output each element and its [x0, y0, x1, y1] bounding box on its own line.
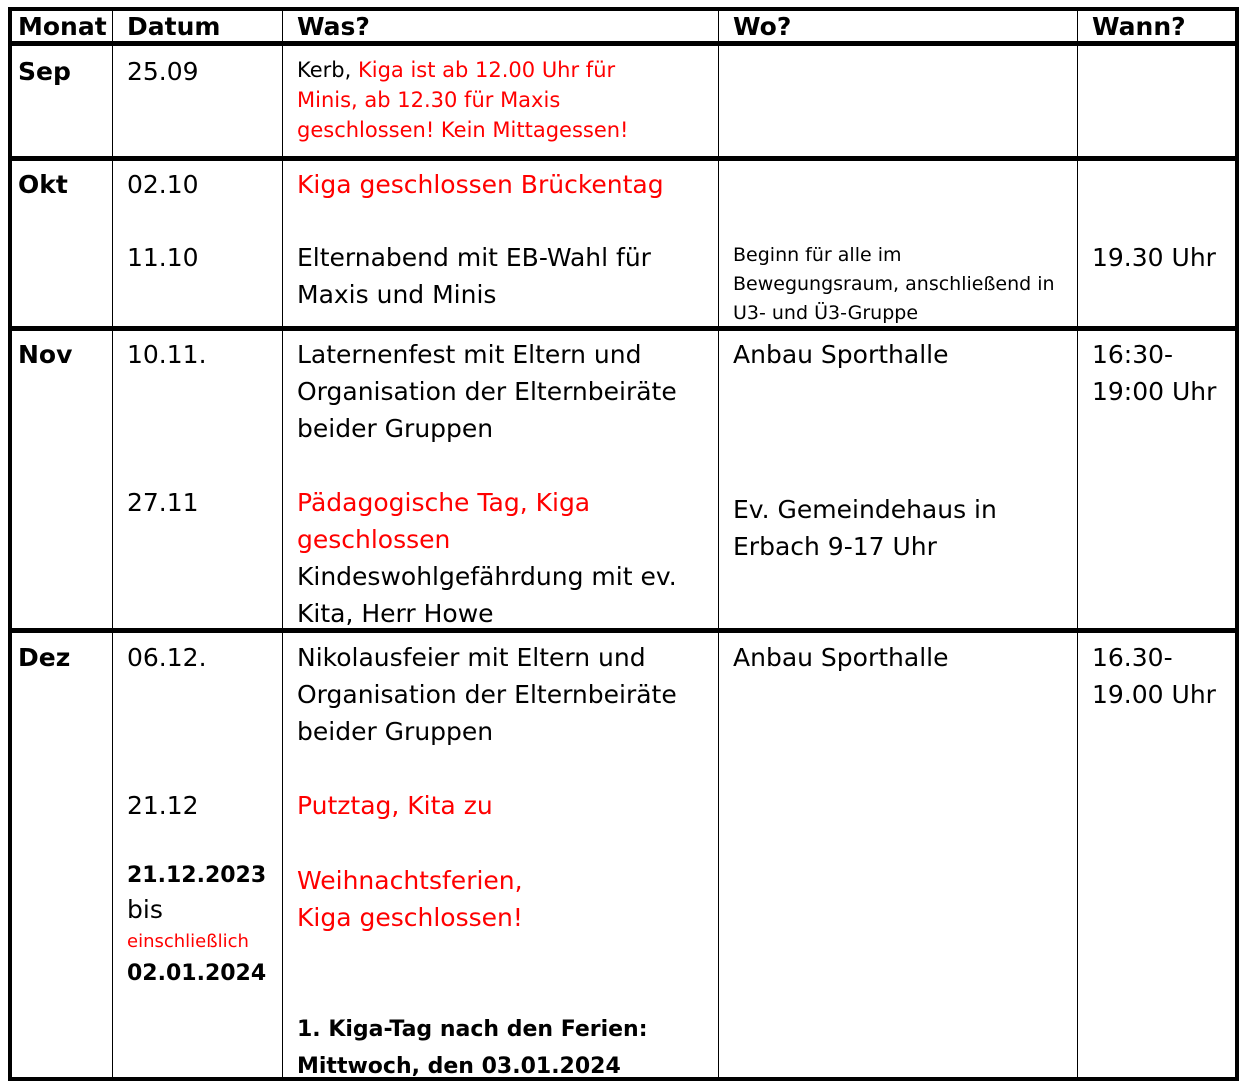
col-divider-1 [112, 11, 113, 1077]
dez-date-3-l4: 02.01.2024 [127, 961, 267, 986]
nov-when-1-l2: 19:00 Uhr [1092, 377, 1217, 406]
nov-what-2-l3: Kindeswohlgefährdung mit ev. [297, 562, 677, 591]
dez-what-1 [297, 639, 677, 750]
nov-what-2 [297, 484, 677, 632]
dez-date-3-l1: 21.12.2023 [127, 863, 267, 888]
nov-what-2-l2: geschlossen [297, 525, 451, 554]
header-wo: Wo? [733, 12, 792, 41]
dez-what-4-l2: Mittwoch, den 03.01.2024 [297, 1054, 621, 1079]
dez-date-3-l3: einschließlich [127, 931, 249, 952]
col-divider-4 [1077, 11, 1078, 1077]
month-sep: Sep [18, 57, 71, 86]
sep-what-prefix: Kerb, [297, 58, 352, 82]
okt-where-2 [733, 241, 1055, 328]
okt-date-2: 11.10 [127, 243, 199, 272]
sep-what-red-3: geschlossen! Kein Mittagessen! [297, 118, 629, 142]
nov-what-1 [297, 336, 677, 447]
dez-date-3 [127, 859, 266, 991]
sep-what [297, 55, 628, 145]
nov-when-1-l1: 16:30- [1092, 340, 1174, 369]
month-nov: Nov [18, 340, 73, 369]
nov-where-2 [733, 491, 997, 565]
dez-when-1-l2: 19.00 Uhr [1092, 680, 1216, 709]
header-monat: Monat [18, 12, 107, 41]
events-table [8, 7, 1239, 1081]
nov-what-1-l1: Laternenfest mit Eltern und [297, 340, 642, 369]
dez-date-2: 21.12 [127, 791, 199, 820]
nov-what-1-l2: Organisation der Elternbeiräte [297, 377, 677, 406]
dez-what-3 [297, 862, 523, 936]
sep-date: 25.09 [127, 57, 199, 86]
header-was: Was? [297, 12, 370, 41]
nov-what-2-l1: Pädagogische Tag, Kiga [297, 488, 591, 517]
dez-what-3-l1: Weihnachtsferien, [297, 866, 523, 895]
col-divider-2 [282, 11, 283, 1077]
header-wann: Wann? [1092, 12, 1186, 41]
nov-date-1: 10.11. [127, 340, 207, 369]
nov-where-1: Anbau Sporthalle [733, 340, 949, 369]
dez-what-1-l2: Organisation der Elternbeiräte [297, 680, 677, 709]
month-okt: Okt [18, 170, 68, 199]
sep-what-red-2: Minis, ab 12.30 für Maxis [297, 88, 561, 112]
dez-when-1 [1092, 639, 1216, 713]
dez-what-2: Putztag, Kita zu [297, 791, 493, 820]
dez-date-1: 06.12. [127, 643, 207, 672]
dez-date-3-l2: bis [127, 895, 163, 924]
header-datum: Datum [127, 12, 221, 41]
row-divider-sep [12, 156, 1235, 161]
dez-what-1-l3: beider Gruppen [297, 717, 494, 746]
dez-what-1-l1: Nikolausfeier mit Eltern und [297, 643, 646, 672]
dez-what-4-l1: 1. Kiga-Tag nach den Ferien: [297, 1017, 648, 1042]
dez-what-3-l2: Kiga geschlossen! [297, 903, 523, 932]
nov-when-1 [1092, 336, 1216, 410]
month-dez: Dez [18, 643, 71, 672]
col-divider-3 [718, 11, 719, 1077]
dez-what-4 [297, 1011, 648, 1085]
okt-where-2-l2: Bewegungsraum, anschließend in [733, 273, 1055, 295]
dez-when-1-l1: 16.30- [1092, 643, 1173, 672]
okt-when-2: 19.30 Uhr [1092, 243, 1216, 272]
okt-where-2-l1: Beginn für alle im [733, 244, 902, 266]
dez-where-1: Anbau Sporthalle [733, 643, 949, 672]
nov-where-2-l2: Erbach 9-17 Uhr [733, 532, 937, 561]
okt-date-1: 02.10 [127, 170, 199, 199]
okt-what-2-l1: Elternabend mit EB-Wahl für [297, 243, 651, 272]
sep-what-red-1: Kiga ist ab 12.00 Uhr für [357, 58, 616, 82]
nov-date-2: 27.11 [127, 488, 199, 517]
okt-what-1: Kiga geschlossen Brückentag [297, 170, 664, 199]
nov-where-2-l1: Ev. Gemeindehaus in [733, 495, 997, 524]
okt-what-2-l2: Maxis und Minis [297, 280, 497, 309]
okt-what-2 [297, 239, 651, 313]
nov-what-2-l4: Kita, Herr Howe [297, 599, 494, 628]
okt-where-2-l3: U3- und Ü3-Gruppe [733, 302, 919, 324]
nov-what-1-l3: beider Gruppen [297, 414, 494, 443]
